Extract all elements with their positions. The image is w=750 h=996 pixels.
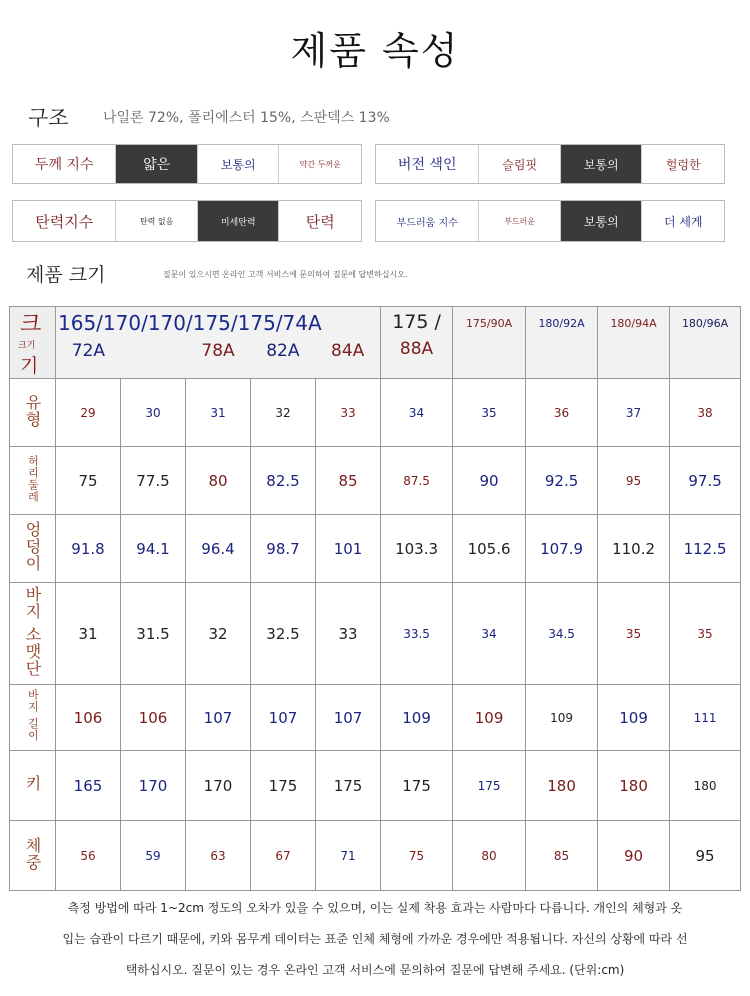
size-value-cell: 34 bbox=[453, 583, 526, 685]
softness-option-firm: 더 세게 bbox=[663, 214, 703, 229]
size-value-cell: 110.2 bbox=[598, 515, 670, 583]
size-value-cell: 97.5 bbox=[670, 447, 741, 515]
size-value-cell: 107 bbox=[316, 685, 381, 751]
size-value-cell: 56 bbox=[56, 821, 121, 891]
size-header-94a bbox=[598, 307, 670, 379]
size-value-cell: 77.5 bbox=[121, 447, 186, 515]
size-value-cell: 35 bbox=[453, 379, 526, 447]
size-value-cell: 106 bbox=[56, 685, 121, 751]
softness-label: 부드러움 지수 bbox=[376, 201, 479, 241]
size-value-cell: 96.4 bbox=[186, 515, 251, 583]
size-value-cell: 63 bbox=[186, 821, 251, 891]
size-header-combined bbox=[56, 307, 381, 379]
size-value-cell: 94.1 bbox=[121, 515, 186, 583]
size-row-label: 바지 길이 bbox=[26, 689, 40, 742]
size-value-cell: 109 bbox=[526, 685, 598, 751]
size-value-cell: 75 bbox=[56, 447, 121, 515]
size-header-78a: 78A bbox=[201, 341, 235, 361]
size-value-cell: 32 bbox=[251, 379, 316, 447]
size-header-94a-label: 180/94A bbox=[610, 317, 657, 330]
size-header-88a-label: 88A bbox=[399, 339, 434, 359]
size-value-cell: 80 bbox=[186, 447, 251, 515]
size-value-cell: 33 bbox=[316, 583, 381, 685]
size-value-cell: 107 bbox=[186, 685, 251, 751]
size-value-cell: 180 bbox=[598, 751, 670, 821]
softness-option-soft: 부드러운 bbox=[479, 201, 561, 241]
size-row-label-cell bbox=[10, 583, 56, 685]
size-header-92a-label: 180/92A bbox=[538, 317, 585, 330]
thickness-option-normal: 보통의 bbox=[198, 145, 280, 183]
size-value-cell: 175 bbox=[381, 751, 453, 821]
structure-label: 구조 bbox=[28, 106, 69, 130]
size-header-90a-label: 175/90A bbox=[465, 317, 513, 330]
elasticity-option-none: 탄력 없음 bbox=[116, 201, 198, 241]
size-value-cell: 107.9 bbox=[526, 515, 598, 583]
size-value-cell: 85 bbox=[316, 447, 381, 515]
size-row-label-cell bbox=[10, 447, 56, 515]
size-value-cell: 109 bbox=[381, 685, 453, 751]
size-value-cell: 170 bbox=[186, 751, 251, 821]
size-value-cell: 32.5 bbox=[251, 583, 316, 685]
size-header-96a bbox=[670, 307, 741, 379]
thickness-option-thick: 약간 두꺼운 bbox=[299, 159, 341, 169]
size-value-cell: 170 bbox=[121, 751, 186, 821]
size-row-label: 체중 bbox=[23, 836, 42, 871]
fit-option-slim: 슬림핏 bbox=[479, 145, 561, 183]
size-row-label-cell bbox=[10, 515, 56, 583]
size-value-cell: 165 bbox=[56, 751, 121, 821]
softness-attribute bbox=[375, 200, 725, 242]
size-value-cell: 175 bbox=[251, 751, 316, 821]
thickness-option-thin: 얇은 bbox=[116, 145, 198, 183]
size-value-cell: 67 bbox=[251, 821, 316, 891]
size-value-cell: 95 bbox=[670, 821, 741, 891]
size-value-cell: 111 bbox=[670, 685, 741, 751]
size-value-cell: 87.5 bbox=[381, 447, 453, 515]
size-row-7 bbox=[10, 821, 741, 891]
size-table bbox=[9, 306, 741, 891]
size-section-note: 질문이 있으시면 온라인 고객 서비스에 문의하여 질문에 답변하십시오. bbox=[163, 270, 408, 279]
size-row-label-cell bbox=[10, 821, 56, 891]
size-header-2 bbox=[121, 341, 186, 361]
size-value-cell: 80 bbox=[453, 821, 526, 891]
size-header-175: 175 / bbox=[392, 311, 441, 333]
size-row-label-cell bbox=[10, 685, 56, 751]
size-header-90a bbox=[453, 307, 526, 379]
size-value-cell: 95 bbox=[598, 447, 670, 515]
fit-label: 버전 색인 bbox=[376, 145, 479, 183]
size-section-title: 제품 크기 bbox=[26, 264, 106, 286]
corner-big: 크 bbox=[20, 312, 42, 337]
size-row-label: 유형 bbox=[23, 393, 42, 428]
size-value-cell: 106 bbox=[121, 685, 186, 751]
size-value-cell: 109 bbox=[453, 685, 526, 751]
corner-tiny: 크기 bbox=[18, 341, 36, 351]
size-header-82a: 82A bbox=[266, 341, 300, 361]
size-value-cell: 31.5 bbox=[121, 583, 186, 685]
size-value-cell: 175 bbox=[316, 751, 381, 821]
size-row-label-cell bbox=[10, 379, 56, 447]
size-value-cell: 98.7 bbox=[251, 515, 316, 583]
size-row-label: 키 bbox=[23, 775, 42, 792]
size-value-cell: 180 bbox=[526, 751, 598, 821]
elasticity-option-elastic: 탄력 bbox=[305, 212, 335, 231]
size-value-cell: 85 bbox=[526, 821, 598, 891]
size-row-2 bbox=[10, 447, 741, 515]
thickness-attribute bbox=[12, 144, 362, 184]
size-header-92a bbox=[526, 307, 598, 379]
size-value-cell: 101 bbox=[316, 515, 381, 583]
size-header-88a bbox=[381, 307, 453, 379]
size-value-cell: 37 bbox=[598, 379, 670, 447]
size-row-label: 엉덩이 bbox=[23, 521, 42, 572]
size-value-cell: 34.5 bbox=[526, 583, 598, 685]
footer-line-2: 입는 습관이 다르기 때문에, 키와 몸무게 데이터는 표준 인체 체형에 가까운 경우에만 적용됩니다. 자신의 상황에 따라 선 bbox=[62, 932, 688, 946]
size-row-5 bbox=[10, 685, 741, 751]
size-value-cell: 31 bbox=[56, 583, 121, 685]
size-value-cell: 29 bbox=[56, 379, 121, 447]
size-row-label: 바지 소맷단 bbox=[23, 585, 42, 678]
size-value-cell: 92.5 bbox=[526, 447, 598, 515]
footer-line-1: 측정 방법에 따라 1~2cm 정도의 오차가 있을 수 있으며, 이는 실제 착용 효과는 사람마다 다릅니다. 개인의 체형과 옷 bbox=[67, 901, 683, 915]
size-value-cell: 90 bbox=[453, 447, 526, 515]
thickness-label: 두께 지수 bbox=[13, 145, 116, 183]
size-header-row bbox=[10, 307, 741, 379]
size-value-cell: 82.5 bbox=[251, 447, 316, 515]
size-row-1 bbox=[10, 379, 741, 447]
corner-big2: 기 bbox=[20, 355, 39, 377]
footer-line-3: 택하십시오. 질문이 있는 경우 온라인 고객 서비스에 문의하여 질문에 답변해 주세요. (단위:cm) bbox=[125, 963, 625, 977]
size-value-cell: 33 bbox=[316, 379, 381, 447]
size-row-4 bbox=[10, 583, 741, 685]
size-value-cell: 71 bbox=[316, 821, 381, 891]
size-value-cell: 107 bbox=[251, 685, 316, 751]
size-header-84a: 84A bbox=[331, 341, 365, 361]
size-row-label: 허리둘레 bbox=[26, 454, 40, 503]
fit-attribute bbox=[375, 144, 725, 184]
size-value-cell: 91.8 bbox=[56, 515, 121, 583]
size-value-cell: 30 bbox=[121, 379, 186, 447]
size-value-cell: 59 bbox=[121, 821, 186, 891]
elasticity-attribute bbox=[12, 200, 362, 242]
elasticity-label: 탄력지수 bbox=[13, 201, 116, 241]
page-title: 제품 속성 bbox=[290, 29, 460, 73]
size-value-cell: 103.3 bbox=[381, 515, 453, 583]
size-value-cell: 75 bbox=[381, 821, 453, 891]
size-row-label-cell bbox=[10, 751, 56, 821]
size-value-cell: 175 bbox=[453, 751, 526, 821]
size-value-cell: 112.5 bbox=[670, 515, 741, 583]
elasticity-option-slight: 미세탄력 bbox=[198, 201, 280, 241]
size-value-cell: 109 bbox=[598, 685, 670, 751]
size-row-3 bbox=[10, 515, 741, 583]
softness-option-normal: 보통의 bbox=[561, 201, 643, 241]
fit-option-normal: 보통의 bbox=[561, 145, 643, 183]
size-value-cell: 35 bbox=[670, 583, 741, 685]
size-header-top: 165/170/170/175/175/74A bbox=[58, 311, 322, 335]
size-value-cell: 33.5 bbox=[381, 583, 453, 685]
size-value-cell: 31 bbox=[186, 379, 251, 447]
size-value-cell: 180 bbox=[670, 751, 741, 821]
size-value-cell: 105.6 bbox=[453, 515, 526, 583]
size-value-cell: 38 bbox=[670, 379, 741, 447]
size-value-cell: 34 bbox=[381, 379, 453, 447]
size-value-cell: 35 bbox=[598, 583, 670, 685]
size-value-cell: 90 bbox=[598, 821, 670, 891]
size-header-72a: 72A bbox=[71, 341, 106, 361]
fit-option-loose: 헐렁한 bbox=[665, 157, 701, 172]
size-value-cell: 36 bbox=[526, 379, 598, 447]
size-value-cell: 32 bbox=[186, 583, 251, 685]
structure-value: 나일론 72%, 폴리에스터 15%, 스판덱스 13% bbox=[103, 110, 390, 126]
size-corner-cell bbox=[10, 307, 56, 379]
footer-note bbox=[0, 893, 750, 986]
size-row-6 bbox=[10, 751, 741, 821]
size-header-96a-label: 180/96A bbox=[681, 317, 729, 330]
